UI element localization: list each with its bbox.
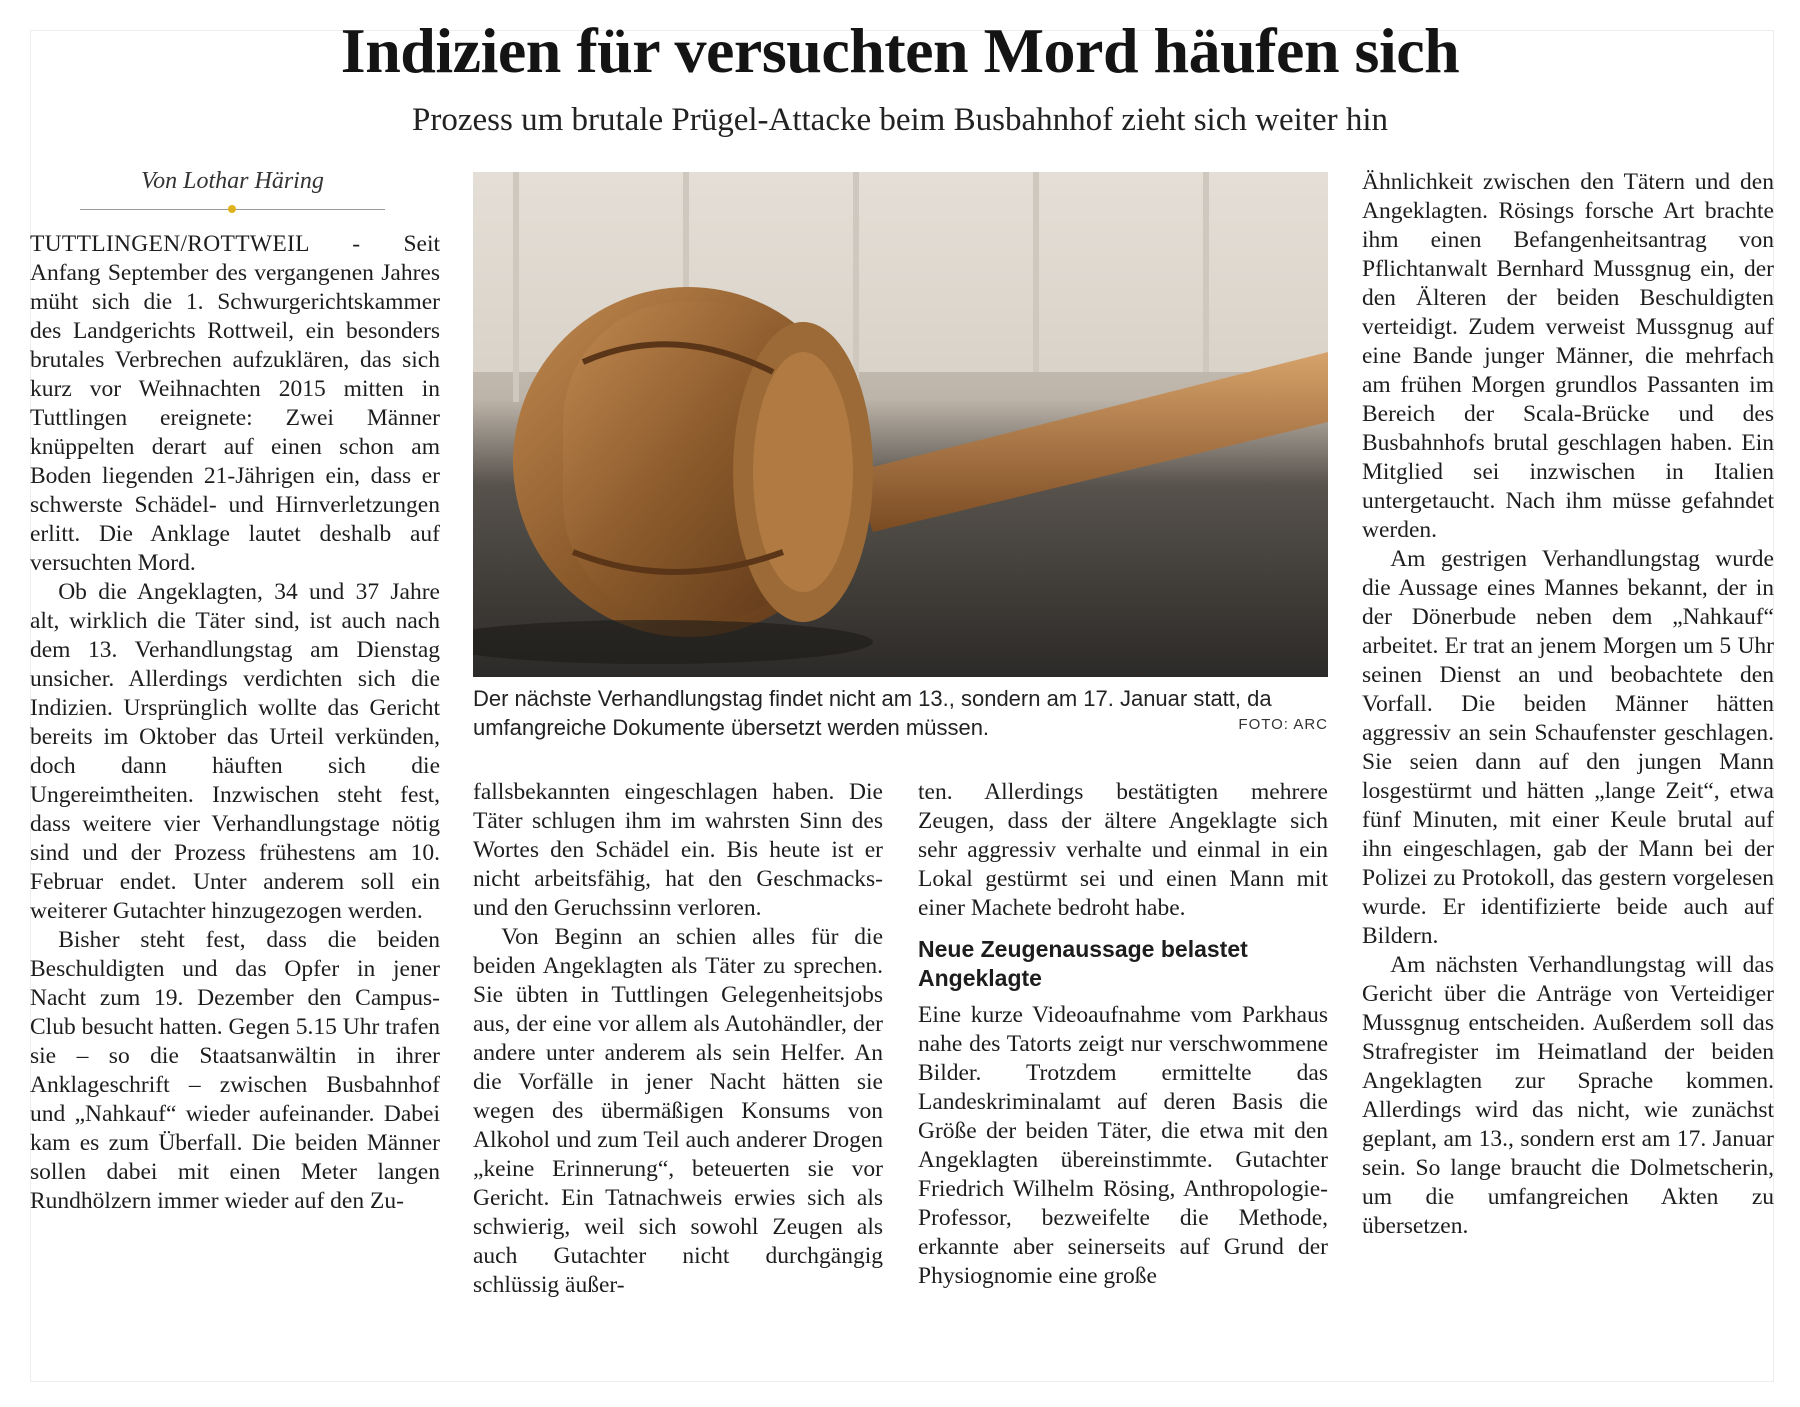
- caption-text: Der nächste Verhandlungstag findet nicht am 13., sondern am 17. Januar statt, da umfangreiche Dokumente übersetzt werden müssen.: [473, 686, 1272, 740]
- paragraph: Ob die Angeklagten, 34 und 37 Jahre alt, wirklich die Täter sind, ist auch nach dem 13. Verhandlungstag am Dienstag unsicher. Allerdings verdichten sich die Indizien. Ursprünglich wollte das Gericht bereits im Oktober das Urteil verkünden, doch dann häuften sich die Ungereimtheiten. Inzwischen steht fest, dass weitere vier Verhandlungstage nötig sind und der Prozess frühestens am 10. Februar endet. Unter anderem soll ein weiterer Gutachter hinzugezogen werden.: [30, 579, 440, 924]
- article-column-3: [918, 778, 1328, 1387]
- photo-caption: [473, 684, 1328, 742]
- paragraph: ten. Allerdings bestätigten mehrere Zeugen, dass der ältere Angeklagte sich sehr aggressiv verhalte und einmal in ein Lokal gestürmt sei und einen Mann mit einer Machete bedroht habe.: [918, 779, 1328, 921]
- paragraph-text: Seit Anfang September des vergangenen Jahres müht sich die 1. Schwurgerichtskammer des Landgerichts Rottweil, ein besonders brutales Verbrechen aufzuklären, das sich kurz vor Weihnachten 2015 mitten in Tuttlingen ereignete: Zwei Männer knüppelten derart auf einen schon am Boden liegenden 21-Jährigen ein, dass er schwerste Schädel- und Hirnverletzungen erlitt. Die Anklage lautet deshalb auf versuchten Mord.: [30, 231, 440, 576]
- paragraph: Am gestrigen Verhandlungstag wurde die Aussage eines Mannes bekannt, der in der Dönerbude neben dem „Nahkauf“ arbeitet. Er trat an jenem Morgen um 5 Uhr seinen Dienst an und beobachtete den Vorfall. Die beiden Männer hätten aggressiv an sein Schaufenster geschlagen. Sie seien dann auf den jungen Mann losgestürmt und hätten „lange Zeit“, etwa fünf Minuten, mit einer Keule brutal auf ihn eingeschlagen, gab der Mann bei der Polizei zu Protokoll, das gestern vorgelesen wurde. Er identifizierte beide auch auf Bildern.: [1362, 546, 1774, 949]
- paragraph: Von Beginn an schien alles für die beiden Angeklagten als Täter zu sprechen. Sie übten in Tuttlingen Gelegenheitsjobs aus, der eine vor allem als Autohändler, der andere unter anderem als sein Helfer. An die Vorfälle in jener Nacht hätten sie wegen des übermäßigen Konsums von Alkohol und zum Teil auch anderer Drogen „keine Erinnerung“, beteuerten sie vor Gericht. Ein Tatnachweis erwies sich als schwierig, weil sich sowohl Zeugen als auch Gutachter nicht durchgängig schlüssig äußer-: [473, 924, 883, 1298]
- paragraph: fallsbekannten eingeschlagen haben. Die Täter schlugen ihm im wahrsten Sinn des Wortes den Schädel ein. Bis heute ist er nicht arbeitsfähig, hat den Geschmacks- und den Geruchssinn verloren.: [473, 779, 883, 921]
- subheadline: Prozess um brutale Prügel-Attacke beim Busbahnhof zieht sich weiter hin: [412, 102, 1388, 138]
- paragraph: Bisher steht fest, dass die beiden Beschuldigten und das Opfer in jener Nacht zum 19. Dezember den Campus-Club besucht hatten. Gegen 5.15 Uhr trafen sie – so die Staatsanwältin in ihrer Anklageschrift – zwischen Busbahnhof und „Nahkauf“ wieder aufeinander. Dabei kam es zum Überfall. Die beiden Männer sollen dabei mit einen Meter langen Rundhölzern immer wieder auf den Zu-: [30, 927, 440, 1214]
- paragraph: Eine kurze Videoaufnahme vom Parkhaus nahe des Tatorts zeigt nur verschwommene Bilder. Trotzdem ermittelte das Landeskriminalamt auf deren Basis die Größe der beiden Täter, die etwa mit den Angeklagten übereinstimmte. Gutachter Friedrich Wilhelm Rösing, Anthropologie-Professor, bezweifelte die Methode, erkannte aber seinerseits auf Grund der Physiognomie eine große: [918, 1002, 1328, 1289]
- photo-credit: FOTO: ARC: [1238, 716, 1328, 733]
- byline-dot-icon: [228, 205, 236, 213]
- gavel-photo: [473, 172, 1328, 677]
- dateline: TUTTLINGEN/ROTTWEIL -: [30, 231, 361, 257]
- article-column-2: [473, 778, 883, 1387]
- article-column-4: [1362, 168, 1774, 1387]
- paragraph: [30, 230, 440, 578]
- headline: Indizien für versuchten Mord häufen sich: [340, 15, 1460, 86]
- paragraph: Ähnlichkeit zwischen den Tätern und den Angeklagten. Rösings forsche Art brachte ihm einen Befangenheitsantrag von Pflichtanwalt Bernhard Mussgnug ein, der den Älteren der beiden Beschuldigten verteidigt. Zudem verweist Mussgnug auf eine Bande junger Männer, die mehrfach am frühen Morgen grundlos Passanten im Bereich der Scala-Brücke und des Busbahnhofs brutal geschlagen haben. Ein Mitglied sei inzwischen in Italien untergetaucht. Nach ihm müsse gefahndet werden.: [1362, 169, 1774, 543]
- article-column-1: [30, 230, 440, 1387]
- section-subheading: Neue Zeugenaussage belastet Angeklagte: [918, 936, 1248, 991]
- byline: Von Lothar Häring: [141, 168, 324, 194]
- paragraph: Am nächsten Verhandlungstag will das Gericht über die Anträge von Verteidiger Mussgnug entscheiden. Außerdem soll das Strafregister im Heimatland der beiden Angeklagten zur Sprache kommen. Allerdings wird das nicht, wie zunächst geplant, am 13., sondern erst am 17. Januar sein. So lange braucht die Dolmetscherin, um die umfangreichen Akten zu übersetzen.: [1362, 952, 1774, 1239]
- gavel-icon: [473, 172, 1328, 677]
